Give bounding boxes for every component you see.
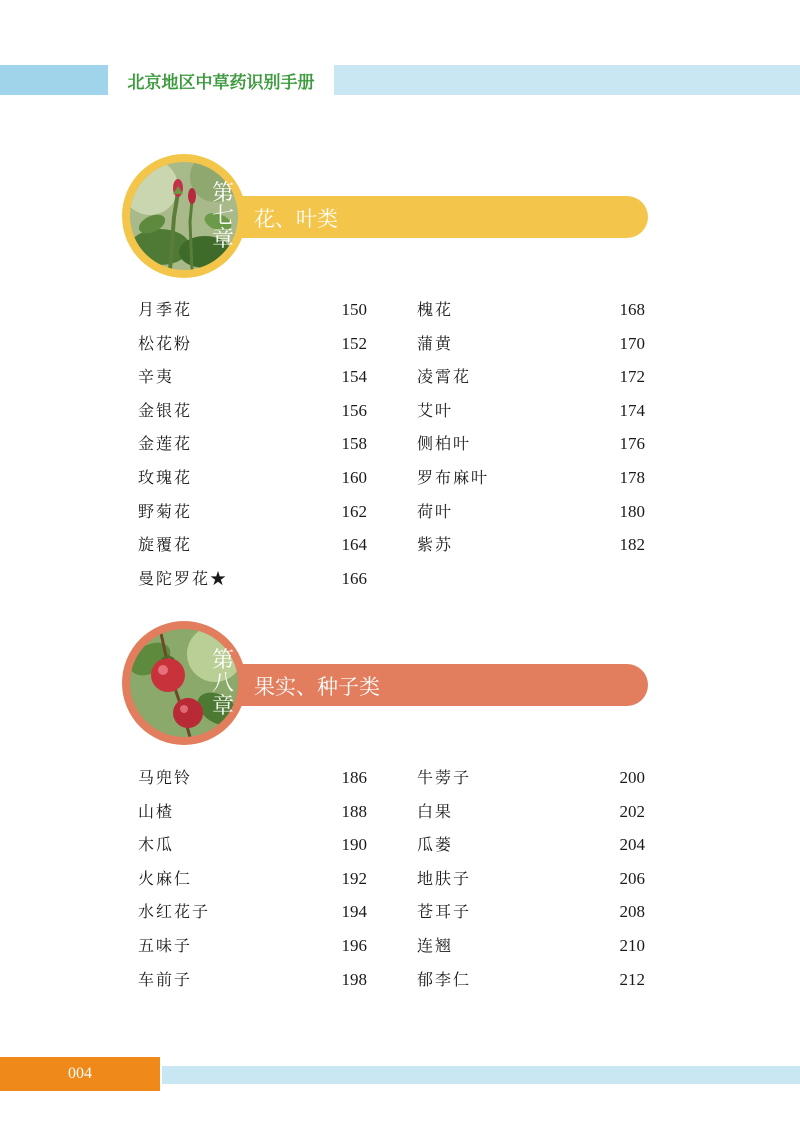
header-band-left [0,65,108,95]
toc-entry [138,298,367,322]
entry-page: 190 [341,835,367,855]
entry-page: 174 [619,400,645,420]
toc-entry [417,432,645,456]
chapter-8-title: 果实、种子类 [254,675,380,699]
entry-page: 178 [619,468,645,487]
entry-name: 车前子 [138,969,193,989]
entry-page: 196 [341,936,367,955]
chapter-8-label: 第 八 章 [211,648,234,719]
entry-page: 160 [341,468,367,487]
entry-page: 172 [619,367,645,387]
chapter-7-banner [178,196,648,238]
entry-page: 212 [619,969,645,989]
entry-name: 荷叶 [417,501,454,521]
toc-entry [417,766,645,790]
toc-entry [138,399,367,423]
entry-name: 金莲花 [138,434,193,454]
entry-page: 150 [341,300,367,319]
toc-entry [138,432,367,456]
toc-entry [138,533,367,557]
toc-entry [138,500,367,524]
toc-entry [417,900,645,924]
entry-page: 166 [341,568,367,588]
entry-name: 蒲黄 [417,333,454,353]
entry-name: 水红花子 [138,902,211,922]
toc-entry [417,867,645,891]
entry-page: 210 [619,936,645,955]
entry-name: 白果 [417,801,454,821]
entry-page: 162 [341,501,367,521]
toc-entry [138,934,367,958]
chapter-7-label: 第 七 章 [211,181,234,252]
entry-page: 154 [341,367,367,387]
entry-page: 188 [341,801,367,821]
entry-page: 186 [341,768,367,787]
entry-name: 旋覆花 [138,535,193,555]
footer-band [162,1066,800,1084]
entry-name: 木瓜 [138,835,175,855]
entry-page: 164 [341,535,367,555]
entry-name: 紫苏 [417,535,454,555]
entry-name: 松花粉 [138,333,193,353]
entry-name: 山楂 [138,801,175,821]
toc-entry [138,900,367,924]
toc-entry [417,800,645,824]
entry-name: 火麻仁 [138,868,193,888]
toc-entry [417,934,645,958]
entry-page: 200 [619,768,645,787]
page-number: 004 [0,1057,160,1091]
entry-page: 198 [341,969,367,989]
entry-page: 158 [341,434,367,454]
toc-entry [417,466,645,490]
entry-name: 五味子 [138,936,193,955]
toc-entry [138,833,367,857]
toc-entry [138,466,367,490]
entry-name: 罗布麻叶 [417,468,490,487]
chapter-8-banner [178,664,648,706]
entry-name: 曼陀罗花★ [138,568,229,588]
entry-name: 连翘 [417,936,454,955]
entry-name: 凌霄花 [417,367,472,387]
entry-name: 牛蒡子 [417,768,472,787]
header-band-right [334,65,800,95]
entry-page: 192 [341,868,367,888]
entry-page: 208 [619,902,645,922]
entry-name: 侧柏叶 [417,434,472,454]
entry-page: 182 [619,535,645,555]
toc-entry [417,332,645,356]
entry-name: 辛夷 [138,367,175,387]
toc-entry [417,833,645,857]
entry-page: 156 [341,400,367,420]
toc-entry [138,365,367,389]
entry-name: 月季花 [138,300,193,319]
toc-entry [138,567,367,591]
entry-page: 204 [619,835,645,855]
entry-name: 苍耳子 [417,902,472,922]
toc-entry [138,800,367,824]
entry-page: 170 [619,333,645,353]
toc-entry [138,867,367,891]
entry-page: 194 [341,902,367,922]
chapter-7-title: 花、叶类 [254,207,338,231]
entry-name: 槐花 [417,300,454,319]
toc-entry [417,500,645,524]
toc-entry [417,298,645,322]
entry-page: 168 [619,300,645,319]
entry-page: 176 [619,434,645,454]
toc-entry [138,332,367,356]
entry-page: 206 [619,868,645,888]
toc-entry [417,533,645,557]
book-title: 北京地区中草药识别手册 [108,62,334,98]
toc-entry [417,399,645,423]
toc-entry [417,968,645,992]
toc-entry [138,968,367,992]
entry-name: 玫瑰花 [138,468,193,487]
entry-name: 艾叶 [417,400,454,420]
toc-entry [138,766,367,790]
entry-page: 180 [619,501,645,521]
entry-page: 202 [619,801,645,821]
toc-entry [417,365,645,389]
entry-name: 金银花 [138,400,193,420]
entry-page: 152 [341,333,367,353]
entry-name: 马兜铃 [138,768,193,787]
entry-name: 地肤子 [417,868,472,888]
entry-name: 瓜蒌 [417,835,454,855]
entry-name: 野菊花 [138,501,193,521]
entry-name: 郁李仁 [417,969,472,989]
